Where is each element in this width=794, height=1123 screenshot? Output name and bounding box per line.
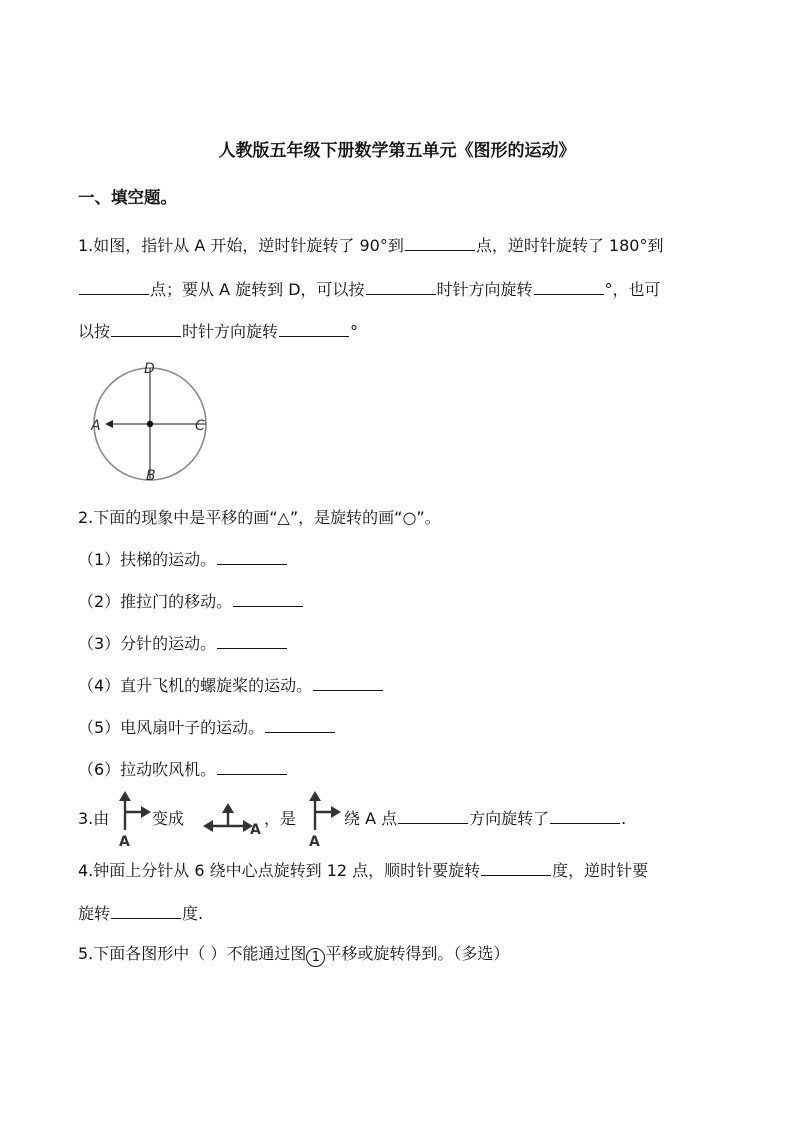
section-heading-fill-blank: 一、填空题。 bbox=[78, 188, 177, 207]
q1-circle-figure bbox=[86, 358, 216, 486]
q3-text-a: 3.由 bbox=[78, 809, 110, 828]
q3-figure-original-repeat bbox=[304, 790, 344, 848]
q3-blank-1[interactable] bbox=[398, 809, 468, 824]
q3-text: . bbox=[621, 809, 627, 828]
q1-text: 时针方向旋转 bbox=[182, 322, 279, 341]
q2-blank-3[interactable] bbox=[217, 634, 287, 649]
q1-text: 时针方向旋转 bbox=[436, 280, 533, 299]
q1-text: 点；要从 A 旋转到 D，可以按 bbox=[150, 280, 365, 299]
q2-item-5 bbox=[78, 718, 336, 738]
q2-item-4 bbox=[78, 676, 384, 696]
q2-item-text: （4）直升飞机的螺旋桨的运动。 bbox=[78, 676, 313, 695]
q3-figure-original bbox=[114, 790, 154, 848]
q2-item-1 bbox=[78, 550, 288, 570]
q4-blank-1[interactable] bbox=[481, 861, 551, 876]
q2-blank-1[interactable] bbox=[217, 550, 287, 565]
q2-blank-4[interactable] bbox=[313, 676, 383, 691]
q1-blank-5[interactable] bbox=[111, 322, 181, 337]
q3-text-b: 变成 bbox=[152, 809, 185, 828]
q2-blank-6[interactable] bbox=[217, 760, 287, 775]
q2-item-text: （1）扶梯的运动。 bbox=[78, 550, 217, 569]
q2-item-3 bbox=[78, 634, 288, 654]
label-c: C bbox=[195, 418, 205, 434]
q3-figure-label: A bbox=[309, 834, 320, 848]
q1-line-1 bbox=[78, 236, 663, 256]
q2-stem: 2.下面的现象中是平移的画“△”，是旋转的画“○”。 bbox=[78, 508, 441, 527]
pointer-arrow-icon bbox=[105, 420, 113, 428]
page-title: 人教版五年级下册数学第五单元《图形的运动》 bbox=[218, 141, 576, 161]
circled-number-icon: 1 bbox=[306, 948, 325, 967]
q3-text-c: ，是 bbox=[264, 809, 297, 828]
q2-item-2 bbox=[78, 592, 304, 612]
q2-blank-5[interactable] bbox=[265, 718, 335, 733]
q1-text: ° bbox=[350, 322, 359, 341]
q1-blank-4[interactable] bbox=[534, 280, 604, 295]
q3-text: 方向旋转了 bbox=[469, 809, 550, 828]
label-d: D bbox=[144, 361, 155, 377]
q5-line bbox=[78, 944, 509, 967]
q4-text: 4.钟面上分针从 6 绕中心点旋转到 12 点，顺时针要旋转 bbox=[78, 861, 481, 880]
q4-text: 度，逆时针要 bbox=[552, 861, 649, 880]
q2-item-text: （5）电风扇叶子的运动。 bbox=[78, 718, 265, 737]
q4-text: 度. bbox=[182, 904, 204, 923]
q2-item-6 bbox=[78, 760, 288, 780]
q3-figure-label: A bbox=[119, 834, 130, 848]
center-dot bbox=[147, 421, 153, 427]
q1-text: 1.如图，指针从 A 开始，逆时针旋转了 90°到 bbox=[78, 236, 404, 255]
q3-figure-rotated bbox=[202, 802, 264, 838]
q3-text-d-line bbox=[344, 809, 626, 829]
q2-blank-2[interactable] bbox=[233, 592, 303, 607]
q2-item-text: （3）分针的运动。 bbox=[78, 634, 217, 653]
q1-blank-1[interactable] bbox=[405, 236, 475, 251]
q4-line-2 bbox=[78, 904, 203, 924]
q4-blank-2[interactable] bbox=[111, 904, 181, 919]
q2-item-text: （2）推拉门的移动。 bbox=[78, 592, 233, 611]
q5-text: 5.下面各图形中（ ）不能通过图 bbox=[78, 944, 307, 963]
q1-text: 以按 bbox=[78, 322, 111, 341]
q1-blank-6[interactable] bbox=[279, 322, 349, 337]
q3-blank-2[interactable] bbox=[550, 809, 620, 824]
q1-text: °，也可 bbox=[604, 280, 661, 299]
q3-figure-label: A bbox=[250, 822, 261, 838]
label-b: B bbox=[146, 468, 156, 484]
q1-blank-3[interactable] bbox=[366, 280, 436, 295]
q5-text: 平移或旋转得到。（多选） bbox=[325, 944, 510, 963]
label-a: A bbox=[91, 418, 101, 434]
q1-blank-2[interactable] bbox=[79, 280, 149, 295]
q4-line-1 bbox=[78, 861, 648, 881]
q2-item-text: （6）拉动吹风机。 bbox=[78, 760, 217, 779]
q1-text: 点，逆时针旋转了 180°到 bbox=[475, 236, 664, 255]
q1-line-2 bbox=[78, 280, 661, 300]
q4-text: 旋转 bbox=[78, 904, 111, 923]
q1-line-3 bbox=[78, 322, 358, 342]
q3-text: 绕 A 点 bbox=[344, 809, 398, 828]
